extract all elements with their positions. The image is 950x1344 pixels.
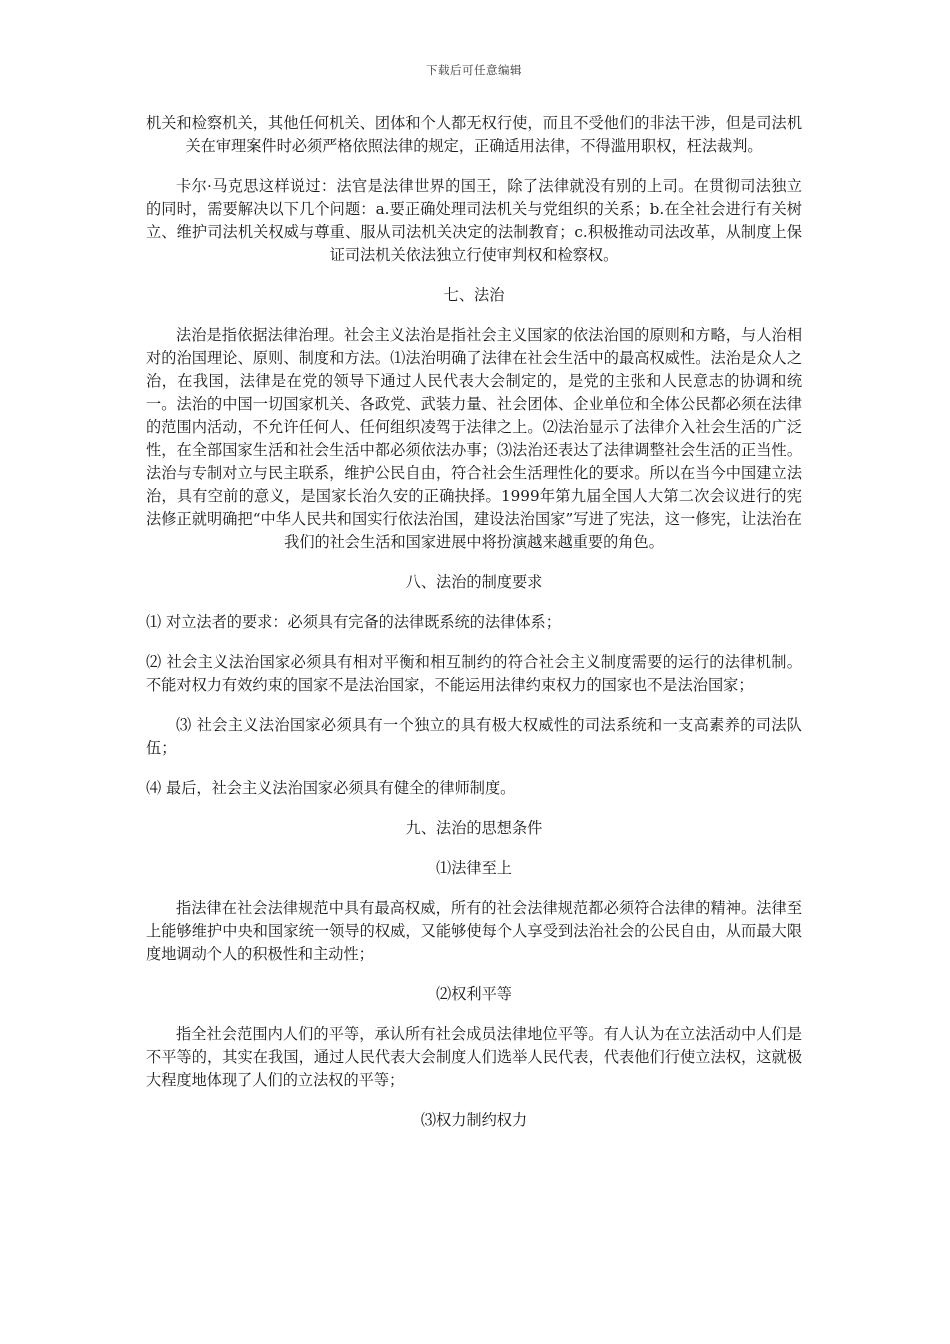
section-heading-7: 七、法治 xyxy=(443,286,505,304)
paragraph-judicial-independence-end: 机关和检察机关，其他任何机关、团体和个人都无权行使，而且不受他们的非法干涉，但是司法机关在审理案件时必须严格依照法律的规定，正确适用法律，不得滥用职权，枉法裁判。 xyxy=(146,114,802,155)
requirement-item-2: ⑵ 社会主义法治国家必须具有相对平衡和相互制约的符合社会主义制度需要的运行的法律机制。不能对权力有效约束的国家不是法治国家，不能运用法律约束权力的国家也不是法治国家； xyxy=(146,653,802,694)
section-heading-8: 八、法治的制度要求 xyxy=(405,573,543,591)
paragraph-rule-of-law: 法治是指依据法律治理。社会主义法治是指社会主义国家的依法治国的原则和方略，与人治相对的治国理论、原则、制度和方法。⑴法治明确了法律在社会生活中的最高权威性。法治是众人之治，在我国，法律是在党的领导下通过人民代表大会制定的，是党的主张和人民意志的协调和统一。法治的中国一切国家机关、各政党、武装力量、社会团体、企业单位和全体公民都必须在法律的范围内活动，不允许任何人、任何组织凌驾于法律之上。⑵法治显示了法律介入社会生活的广泛性，在全部国家生活和社会生活中都必须依法办事；⑶法治还表达了法律调整社会生活的正当性。法治与专制对立与民主联系，维护公民自由，符合社会生活理性化的要求。所以在当今中国建立法治，具有空前的意义，是国家长治久安的正确抉择。1999年第九届全国人大第二次会议进行的宪法修正就明确把“中华人民共和国实行依法治国，建设法治国家”写进了宪法，这一修宪，让法治在我们的社会生活和国家进展中将扮演越来越重要的角色。 xyxy=(146,326,802,551)
subheading-law-supremacy: ⑴法律至上 xyxy=(436,859,512,877)
requirement-item-1: ⑴ 对立法者的要求：必须具有完备的法律既系统的法律体系； xyxy=(146,613,561,631)
requirement-item-4: ⑷ 最后，社会主义法治国家必须具有健全的律师制度。 xyxy=(146,779,516,797)
paragraph-marx-quote: 卡尔·马克思这样说过：法官是法律世界的国王，除了法律就没有别的上司。在贯彻司法独立的同时，需要解决以下几个问题：a.要正确处理司法机关与党组织的关系；b.在全社会进行有关树立、维护司法机关权威与尊重、服从司法机关决定的法制教育；c.积极推动司法改革，从制度上保证司法机关依法独立行使审判权和检察权。 xyxy=(146,177,802,264)
section-heading-9: 九、法治的思想条件 xyxy=(405,819,543,837)
paragraph-law-supremacy: 指法律在社会法律规范中具有最高权威，所有的社会法律规范都必须符合法律的精神。法律至上能够维护中央和国家统一领导的权威，又能够使每个人享受到法治社会的公民自由，从而最大限度地调动个人的积极性和主动性； xyxy=(146,899,802,963)
paragraph-rights-equality: 指全社会范围内人们的平等，承认所有社会成员法律地位平等。有人认为在立法活动中人们是不平等的，其实在我国，通过人民代表大会制度人们选举人民代表，代表他们行使立法权，这就极大程度地体现了人们的立法权的平等； xyxy=(146,1025,802,1089)
subheading-rights-equality: ⑵权利平等 xyxy=(436,985,512,1003)
subheading-power-checks: ⑶权力制约权力 xyxy=(420,1111,528,1129)
page-header: 下载后可任意编辑 xyxy=(426,63,522,77)
requirement-item-3: ⑶ 社会主义法治国家必须具有一个独立的具有极大权威性的司法系统和一支高素养的司法队伍； xyxy=(146,716,802,757)
